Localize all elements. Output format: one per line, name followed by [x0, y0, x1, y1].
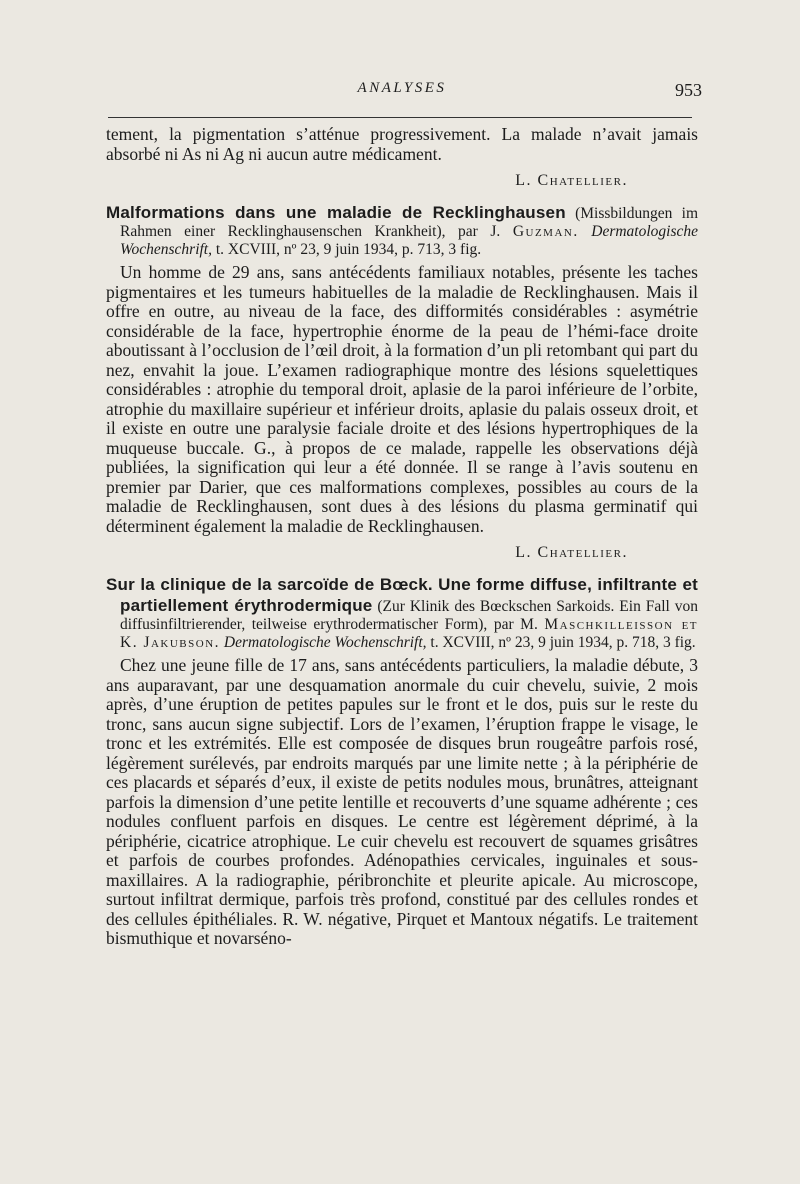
article-author: Guzman. — [512, 223, 579, 240]
original-title: (Missbildungen im Rahmen einer Recklinghausenschen Krankheit), par J. — [120, 205, 698, 240]
citation: t. XCVIII, nº 23, 9 juin 1934, p. 718, 3 fig. — [430, 634, 696, 651]
page-header — [106, 80, 702, 108]
body-paragraph: Un homme de 29 ans, sans antécédents familiaux notables, présente les taches pigmentaires et les tumeurs habituelles de la maladie de Recklinghausen. Mais il offre en outre, au niveau de la face, des difformités considérables : asymétrie considérable de la face, hypertrophie énorme de la peau de l’hémi-face droite aboutissant à l’occlusion de l’œil droit, à la formation d’un pli retombant qui part du nez, envahit la joue. L’examen radiographique montre des lésions squelettiques considérables : atrophie du temporal droit, aplasie de la paroi inférieure de l’orbite, atrophie du maxillaire supérieur et inférieur droits, aplasie du palais osseux droit, et il existe en outre une paralysie faciale droite et des lésions hypertrophiques de la muqueuse buccale. G., à propos de ce malade, rappelle les observations déjà publiées, la signification qui leur a été donnée. Il se range à l’avis soutenu en premier par Darier, que ces malformations complexes, possibles au cours de la maladie de Recklinghausen, sont dues à des lésions du plasma germinatif qui déterminent également la maladie de Recklinghausen. — [106, 262, 698, 536]
article-title: Malformations dans une maladie de Recklinghausen — [106, 203, 566, 222]
page-number: 953 — [675, 80, 702, 100]
article-authors: Maschkilleisson et K. Jakubson. — [120, 616, 699, 651]
author-signature — [106, 542, 698, 564]
previous-article-end — [106, 125, 698, 192]
article-recklinghausen — [106, 202, 698, 564]
article-sarcoide — [106, 574, 698, 949]
journal-name: Dermatologische Wochenschrift, — [120, 223, 699, 258]
signature-text: L. Chatellier. — [515, 172, 628, 189]
body-paragraph: tement, la pigmentation s’atténue progressivement. La malade n’avait jamais absorbé ni As ni Ag ni aucun autre médicament. — [106, 124, 698, 164]
signature-text: L. Chatellier. — [515, 544, 628, 561]
header-rule — [108, 117, 692, 118]
body-paragraph: Chez une jeune fille de 17 ans, sans antécédents particuliers, la maladie débute, 3 ans auparavant, par une desquamation anormale du cuir chevelu, suivie, 2 mois après, d’une éruption de petites papules sur le front et le dos, puis sur le reste du tronc, sans aucun signe subjectif. Lors de l’examen, l’éruption frappe le visage, le tronc et les extrémités. Elle est composée de disques brun rougeâtre parfois rosé, légèrement surélevés, par endroits marqués par une limite nette ; à la périphérie de ces placards et séparés d’eux, il existe de petits nodules mous, brunâtres, atteignant parfois la dimension d’une petite lentille et recouverts d’une squame adhérente ; ces nodules confluent parfois en disques. Le centre est légèrement déprimé, à la périphérie, cicatrice atrophique. Le cuir chevelu est recouvert de squames grisâtres et parfois de courbes profondes. Adénopathies cervicales, inguinales et sous-maxillaires. A la radiographie, péribronchite et pleurite apicale. Au microscope, surtout infiltrat dermique, parfois très profond, constitué par des cellules rondes et des cellules épithéliales. R. W. négative, Pirquet et Mantoux négatifs. Le traitement bismuthique et novarséno- — [106, 655, 698, 948]
article-reference — [106, 202, 698, 259]
page-body — [106, 125, 698, 949]
article-title: Sur la clinique de la sarcoïde de Bœck. Une forme diffuse, infiltrante et partiellement érythrodermique — [106, 575, 698, 615]
author-signature — [106, 170, 698, 192]
article-reference — [106, 574, 698, 652]
article-heading — [106, 574, 698, 652]
original-title: (Zur Klinik des Bœckschen Sarkoids. Ein Fall von diffusinfiltrierender, teilweise erythrodermatischer Form), par M. — [120, 598, 699, 633]
running-title: ANALYSES — [357, 80, 447, 96]
article-heading — [106, 202, 698, 259]
citation: t. XCVIII, nº 23, 9 juin 1934, p. 713, 3 fig. — [215, 241, 482, 258]
journal-name: Dermatologische Wochenschrift, — [223, 634, 427, 651]
